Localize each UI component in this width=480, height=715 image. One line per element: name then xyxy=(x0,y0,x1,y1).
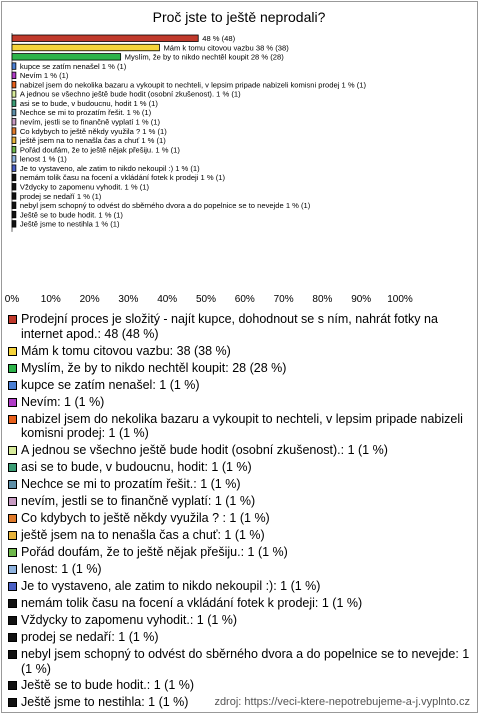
legend-text: Myslím, že by to nikdo nechtěl koupit: 28 (28 %) xyxy=(21,360,287,375)
bar xyxy=(12,44,159,51)
legend-swatch xyxy=(8,381,17,390)
legend-item xyxy=(8,511,470,526)
bar xyxy=(12,35,198,42)
bar xyxy=(12,137,16,144)
legend-item xyxy=(8,361,470,376)
legend-item xyxy=(8,579,470,594)
legend-swatch xyxy=(8,616,17,625)
x-tick-label: 90% xyxy=(351,294,372,305)
legend-item xyxy=(8,528,470,543)
bar xyxy=(12,174,16,181)
legend-swatch xyxy=(8,446,17,455)
bar xyxy=(12,100,16,107)
bar-label: Nevím 1 % (1) xyxy=(19,71,69,81)
x-tick-label: 0% xyxy=(4,294,20,305)
bar-label: nabizel jsem do nekolika bazaru a vykoupit to nechteli, v lepsim pripade nabizeli komisni prodej 1 % (1) xyxy=(19,80,367,90)
legend-swatch xyxy=(8,582,17,591)
legend-swatch xyxy=(8,565,17,574)
legend-text: ještě jsem na to nenašla čas a chuť: 1 (1 %) xyxy=(21,528,265,543)
legend-swatch xyxy=(8,497,17,506)
legend-text: Nechce se mi to prozatím řešit.: 1 (1 %) xyxy=(21,477,241,492)
legend-item xyxy=(8,647,470,676)
legend xyxy=(8,312,470,712)
legend-text: Ještě jsme to nestihla: 1 (1 %) xyxy=(21,695,189,710)
legend-item xyxy=(8,545,470,560)
legend-item xyxy=(8,378,470,393)
x-tick-label: 10% xyxy=(40,294,61,305)
bar-label: Mám k tomu citovou vazbu 38 % (38) xyxy=(163,43,289,53)
bar-label: asi se to bude, v budoucnu, hodit 1 % (1) xyxy=(19,98,158,108)
x-tick-label: 40% xyxy=(157,294,178,305)
bar-label: Ještě se to bude hodit. 1 % (1) xyxy=(19,210,123,220)
legend-item xyxy=(8,562,470,577)
x-tick-label: 30% xyxy=(118,294,139,305)
legend-text: Co kdybych to ještě někdy využila ? : 1 (1 %) xyxy=(21,511,270,526)
legend-item xyxy=(8,344,470,359)
legend-item xyxy=(8,596,470,611)
bar xyxy=(12,146,16,153)
legend-item xyxy=(8,395,470,410)
legend-text: Je to vystaveno, ale zatim to nikdo nekoupil :): 1 (1 %) xyxy=(21,578,321,593)
legend-text: nevím, jestli se to finančně vyplatí: 1 (1 %) xyxy=(21,494,256,509)
legend-swatch xyxy=(8,698,17,707)
bar-label: 48 % (48) xyxy=(202,34,236,43)
bar-label: ještě jsem na to nenašla čas a chuť 1 % (1) xyxy=(19,136,166,146)
legend-item xyxy=(8,678,470,693)
legend-text: lenost: 1 (1 %) xyxy=(21,561,102,576)
legend-item xyxy=(8,613,470,628)
bar-label: prodej se nedaří 1 % (1) xyxy=(19,191,102,201)
legend-text: nemám tolik času na focení a vkládání fotek k prodeji: 1 (1 %) xyxy=(21,595,363,610)
bar xyxy=(12,91,16,98)
bar xyxy=(12,165,16,172)
x-tick-label: 80% xyxy=(312,294,333,305)
bar xyxy=(12,63,16,69)
bar-label: nemám tolik času na focení a vkládání fotek k prodeji 1 % (1) xyxy=(19,173,226,183)
bar-label: A jednou se všechno ještě bude hodit (osobní zkušenost). 1 % (1) xyxy=(19,89,241,99)
bar-label: lenost 1 % (1) xyxy=(19,154,67,164)
bar-label: nebyl jsem schopný to odvést do sběrného dvora a do popelnice se to nevejde 1 % (1) xyxy=(19,201,311,211)
legend-swatch xyxy=(8,531,17,540)
legend-swatch xyxy=(8,480,17,489)
legend-text: asi se to bude, v budoucnu, hodit: 1 (1 %) xyxy=(21,460,252,475)
legend-text: Mám k tomu citovou vazbu: 38 (38 %) xyxy=(21,343,231,358)
legend-text: Pořád doufám, že to ještě nějak přešiju.: 1 (1 %) xyxy=(21,545,288,559)
x-tick-label: 20% xyxy=(79,294,100,305)
legend-text: kupce se zatím nenašel: 1 (1 %) xyxy=(21,377,200,392)
legend-swatch xyxy=(8,548,17,557)
legend-swatch xyxy=(8,398,17,407)
legend-text: nebyl jsem schopný to odvést do sběrného dvora a do popelnice se to nevejde: 1 (1 %) xyxy=(21,646,470,676)
legend-text: Vždycky to zapomenu vyhodit.: 1 (1 %) xyxy=(21,612,238,627)
bar-label: Myslím, že by to nikdo nechtěl koupit 28 % (28) xyxy=(124,52,284,62)
bar-chart xyxy=(0,0,480,310)
bar-label: Ještě jsme to nestihla 1 % (1) xyxy=(19,219,120,229)
legend-text: Prodejní proces je složitý - najít kupce, dohodnout se s ním, nahrát fotky na internet apod.: 48 (48 %) xyxy=(21,312,438,341)
bar xyxy=(12,156,16,163)
bar-label: nevím, jestli se to finančně vyplatí 1 % (1) xyxy=(19,117,161,127)
bar xyxy=(12,109,16,116)
legend-text: nabizel jsem do nekolika bazaru a vykoupit to nechteli, v lepsim pripade nabizeli komisni prodej: 1 (1 %) xyxy=(21,411,463,441)
bar-label: Nechce se mi to prozatím řešit. 1 % (1) xyxy=(19,108,152,118)
legend-swatch xyxy=(8,347,17,356)
x-tick-label: 50% xyxy=(195,294,217,305)
legend-text: A jednou se všechno ještě bude hodit (osobní zkušenost).: 1 (1 %) xyxy=(21,443,388,458)
bar xyxy=(12,193,16,200)
bar xyxy=(12,211,16,218)
bar xyxy=(12,183,16,190)
bar xyxy=(12,81,16,88)
legend-text: prodej se nedaří: 1 (1 %) xyxy=(21,629,159,644)
legend-item xyxy=(8,460,470,475)
bar-label: kupce se zatím nenašel 1 % (1) xyxy=(19,61,127,71)
bar xyxy=(12,202,16,209)
legend-text: Ještě se to bude hodit.: 1 (1 %) xyxy=(21,678,195,693)
legend-swatch xyxy=(8,650,17,659)
legend-swatch xyxy=(8,463,17,472)
bar-label: Co kdybych to ještě někdy využila ? 1 % (1) xyxy=(19,126,167,136)
legend-swatch xyxy=(8,681,17,690)
bar xyxy=(12,54,121,61)
legend-swatch xyxy=(8,633,17,642)
legend-swatch xyxy=(8,315,17,324)
bar-label: Pořád doufám, že to ještě nějak přešiju. 1 % (1) xyxy=(19,145,180,155)
x-tick-label: 100% xyxy=(387,294,413,305)
legend-item xyxy=(8,443,470,458)
source-caption: zdroj: https://veci-ktere-nepotrebujeme-a-j.vyplnto.cz xyxy=(214,696,470,708)
bar xyxy=(12,119,16,126)
legend-item xyxy=(8,312,470,341)
legend-swatch xyxy=(8,514,17,523)
legend-text: Nevím: 1 (1 %) xyxy=(21,394,105,409)
bar xyxy=(12,72,16,79)
bar xyxy=(12,128,16,135)
legend-item xyxy=(8,630,470,645)
legend-swatch xyxy=(8,364,17,373)
legend-swatch xyxy=(8,599,17,608)
bar xyxy=(12,221,16,228)
x-tick-label: 70% xyxy=(273,294,294,305)
x-tick-label: 60% xyxy=(234,294,255,305)
legend-item xyxy=(8,494,470,509)
legend-item xyxy=(8,412,470,441)
legend-swatch xyxy=(8,415,17,424)
chart-title: Proč jste to ještě neprodali? xyxy=(152,9,326,25)
legend-item xyxy=(8,477,470,492)
bar-label: Je to vystaveno, ale zatim to nikdo nekoupil :) 1 % (1) xyxy=(19,163,200,173)
bar-label: Vždycky to zapomenu vyhodit. 1 % (1) xyxy=(19,182,150,192)
